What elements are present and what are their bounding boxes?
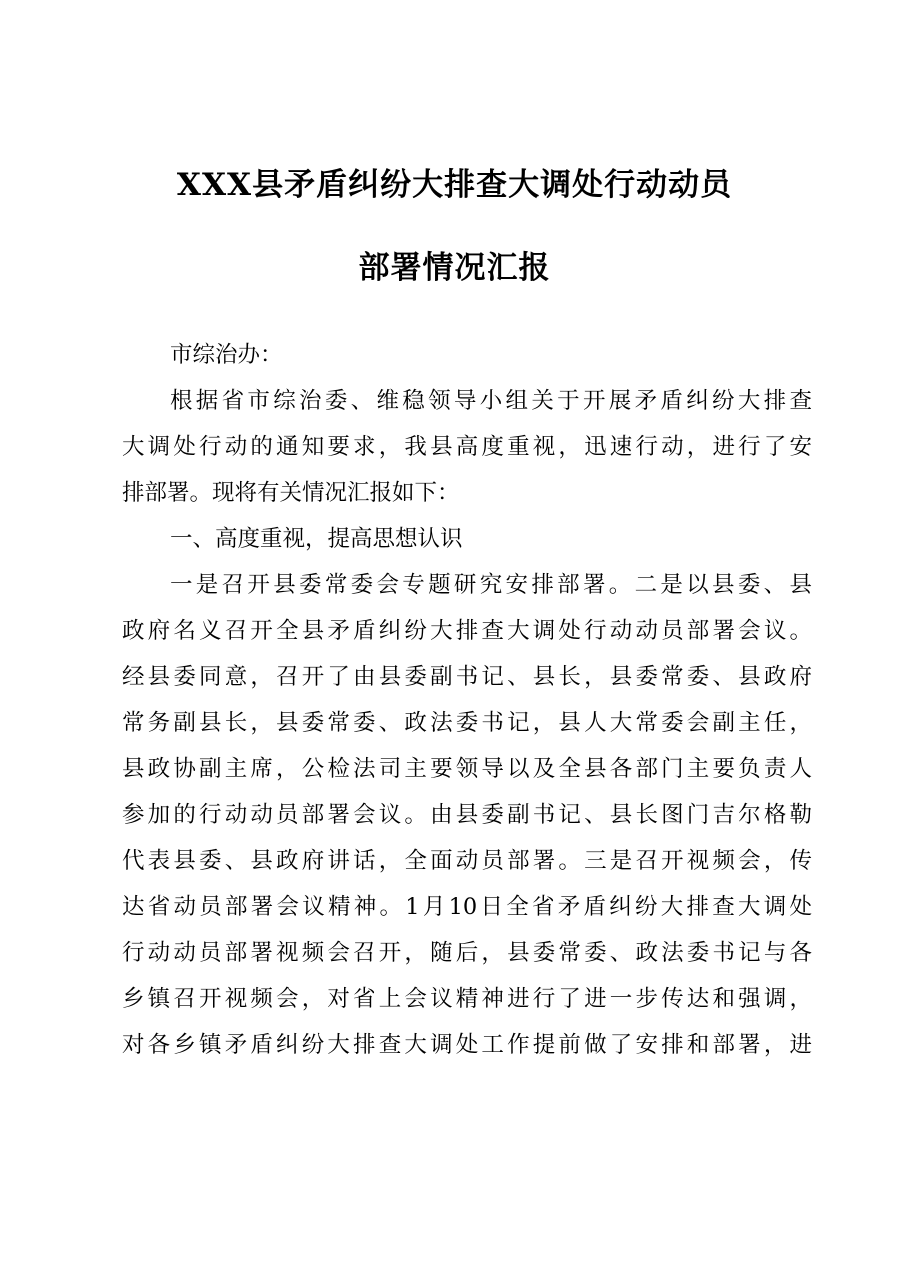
paragraph-line: 行动动员部署视频会召开，随后，县委常委、政法委书记与各 bbox=[122, 940, 812, 966]
paragraph-line: 政府名义召开全县矛盾纠纷大排查大调处行动动员部署会议。 bbox=[122, 618, 812, 644]
salutation: 市综治办： bbox=[170, 342, 283, 368]
paragraph-line: 一是召开县委常委会专题研究安排部署。二是以县委、县 bbox=[170, 572, 812, 598]
paragraph-line: 经县委同意，召开了由县委副书记、县长，县委常委、县政府 bbox=[122, 664, 812, 690]
section-heading: 一、高度重视，提高思想认识 bbox=[170, 526, 463, 552]
paragraph-line: 代表县委、县政府讲话，全面动员部署。三是召开视频会，传 bbox=[122, 848, 812, 874]
paragraph-line: 根据省市综治委、维稳领导小组关于开展矛盾纠纷大排查 bbox=[170, 388, 812, 414]
paragraph-line: 县政协副主席，公检法司主要领导以及全县各部门主要负责人 bbox=[122, 756, 812, 782]
paragraph-line: 大调处行动的通知要求，我县高度重视，迅速行动，进行了安 bbox=[122, 434, 812, 460]
document-title-line-2: 部署情况汇报 bbox=[358, 250, 551, 286]
paragraph-line: 对各乡镇矛盾纠纷大排查大调处工作提前做了安排和部署，进 bbox=[122, 1032, 812, 1058]
document-body bbox=[122, 332, 812, 1068]
paragraph-line: 排部署。现将有关情况汇报如下： bbox=[122, 480, 460, 506]
document-title-line-1: XXX县矛盾纠纷大排查大调处行动动员 bbox=[176, 167, 733, 203]
paragraph-line: 参加的行动动员部署会议。由县委副书记、县长图门吉尔格勒 bbox=[122, 802, 812, 828]
paragraph-line: 常务副县长，县委常委、政法委书记，县人大常委会副主任， bbox=[122, 710, 812, 736]
paragraph-line: 乡镇召开视频会，对省上会议精神进行了进一步传达和强调， bbox=[122, 986, 812, 1012]
paragraph-line: 达省动员部署会议精神。1月10日全省矛盾纠纷大排查大调处 bbox=[122, 894, 812, 920]
